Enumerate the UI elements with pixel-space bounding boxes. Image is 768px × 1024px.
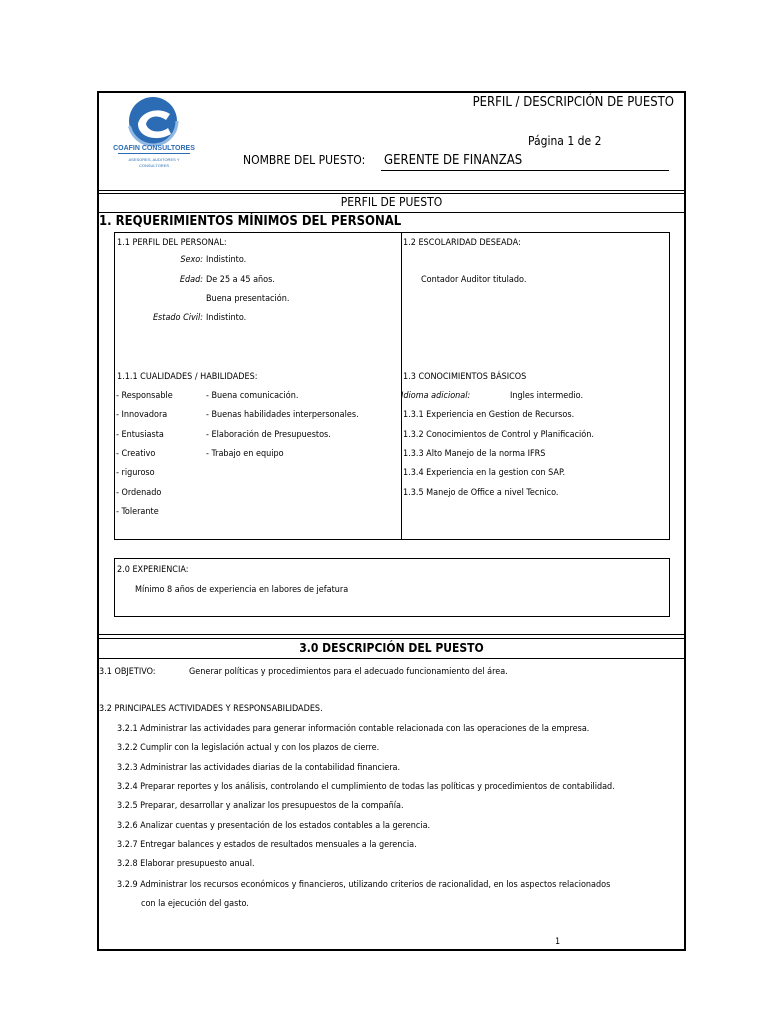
activity-item: 3.2.4 Preparar reportes y los análisis, controlando el cumplimiento de todas las políticas y procedimientos de contabilidad. [117, 782, 615, 792]
skill-item: - Buena comunicación. [206, 391, 299, 401]
language-label: Idioma adicional: [401, 391, 471, 401]
skill-item: - Buenas habilidades interpersonales. [206, 410, 359, 420]
page-total: 2 [594, 134, 602, 148]
skill-item: - Trabajo en equipo [206, 449, 284, 459]
divider [97, 634, 686, 635]
page-label: Página [528, 134, 564, 148]
objective-label: 3.1 OBJETIVO: [99, 667, 156, 677]
sexo-label: Sexo: [180, 255, 203, 265]
edad-label: Edad: [179, 275, 203, 285]
activity-item: 3.2.5 Preparar, desarrollar y analizar los presupuestos de la compañía. [117, 801, 404, 811]
position-value: GERENTE DE FINANZAS [384, 153, 523, 168]
activity-item: 3.2.7 Entregar balances y estados de resultados mensuales a la gerencia. [117, 840, 417, 850]
divider [97, 212, 686, 213]
page-current: 1 [567, 134, 575, 148]
activities-heading: 3.2 PRINCIPALES ACTIVIDADES Y RESPONSABILIDADES. [99, 704, 323, 714]
civil-value: Indistinto. [206, 313, 247, 323]
activity-item: 3.2.6 Analizar cuentas y presentación de los estados contables a la gerencia. [117, 821, 431, 831]
knowledge-heading: 1.3 CONOCIMIENTOS BÁSICOS [403, 372, 527, 382]
knowledge-item: 1.3.3 Alto Manejo de la norma IFRS [403, 449, 546, 459]
qualities-heading: 1.1.1 CUALIDADES / HABILIDADES: [117, 372, 258, 382]
knowledge-item: 1.3.4 Experiencia en la gestion con SAP. [403, 468, 566, 478]
trait-item: - Responsable [116, 391, 173, 401]
trait-item: - Ordenado [116, 488, 162, 498]
page-indicator [528, 134, 601, 148]
trait-item: - Innovadora [116, 410, 168, 420]
divider [97, 638, 686, 639]
education-heading: 1.2 ESCOLARIDAD DESEADA: [403, 238, 521, 248]
page-of: de [577, 134, 592, 148]
requirements-heading: 1. REQUERIMIENTOS MÍNIMOS DEL PERSONAL [99, 214, 402, 229]
trait-item: - Entusiasta [116, 430, 164, 440]
logo-brand-name: COAFIN CONSULTORES [113, 145, 195, 152]
description-section-title: 3.0 DESCRIPCIÓN DEL PUESTO [299, 641, 484, 655]
objective-value: Generar políticas y procedimientos para el adecuado funcionamiento del área. [189, 667, 508, 677]
trait-item: - Tolerante [116, 507, 159, 517]
logo-tagline-2: CONSULTORES [138, 163, 170, 168]
knowledge-item: 1.3.1 Experiencia en Gestion de Recursos. [403, 410, 575, 420]
education-value: Contador Auditor titulado. [421, 275, 527, 285]
logo-tagline-1: ASESORES, AUDITORES Y [128, 157, 180, 162]
edad-value: De 25 a 45 años. [206, 275, 275, 285]
trait-item: - Creativo [116, 449, 156, 459]
language-value: Ingles intermedio. [510, 391, 584, 401]
activity-item: 3.2.8 Elaborar presupuesto anual. [117, 859, 255, 869]
requirements-column-divider [401, 232, 402, 540]
position-label: NOMBRE DEL PUESTO: [243, 153, 366, 167]
divider [97, 193, 686, 194]
activity-item: 3.2.9 Administrar los recursos económicos y financieros, utilizando criterios de racionalidad, en los aspectos relacionados [117, 880, 611, 890]
position-underline [381, 170, 669, 171]
sexo-value: Indistinto. [206, 255, 247, 265]
presentacion-value: Buena presentación. [206, 294, 290, 304]
knowledge-item: 1.3.5 Manejo de Office a nivel Tecnico. [403, 488, 559, 498]
experience-heading: 2.0 EXPERIENCIA: [117, 565, 189, 575]
activity-item: 3.2.3 Administrar las actividades diarias de la contabilidad financiera. [117, 763, 401, 773]
company-logo [108, 94, 204, 180]
profile-section-title: PERFIL DE PUESTO [340, 195, 443, 209]
experience-value: Mínimo 8 años de experiencia en labores de jefatura [135, 585, 349, 595]
footer-page-number: 1 [555, 937, 561, 947]
skill-item: - Elaboración de Presupuestos. [206, 430, 331, 440]
activity-item: 3.2.1 Administrar las actividades para generar información contable relacionada con las operaciones de la empresa. [117, 724, 590, 734]
activity-continuation: con la ejecución del gasto. [141, 899, 249, 909]
doc-title: PERFIL / DESCRIPCIÓN DE PUESTO [472, 95, 674, 110]
knowledge-item: 1.3.2 Conocimientos de Control y Planificación. [403, 430, 594, 440]
divider [97, 190, 686, 191]
divider [97, 658, 686, 659]
personal-heading: 1.1 PERFIL DEL PERSONAL: [117, 238, 227, 248]
trait-item: - riguroso [116, 468, 155, 478]
activity-item: 3.2.2 Cumplir con la legislación actual y con los plazos de cierre. [117, 743, 380, 753]
coafin-logo-icon [108, 94, 204, 180]
civil-label: Estado Civil: [152, 313, 203, 323]
